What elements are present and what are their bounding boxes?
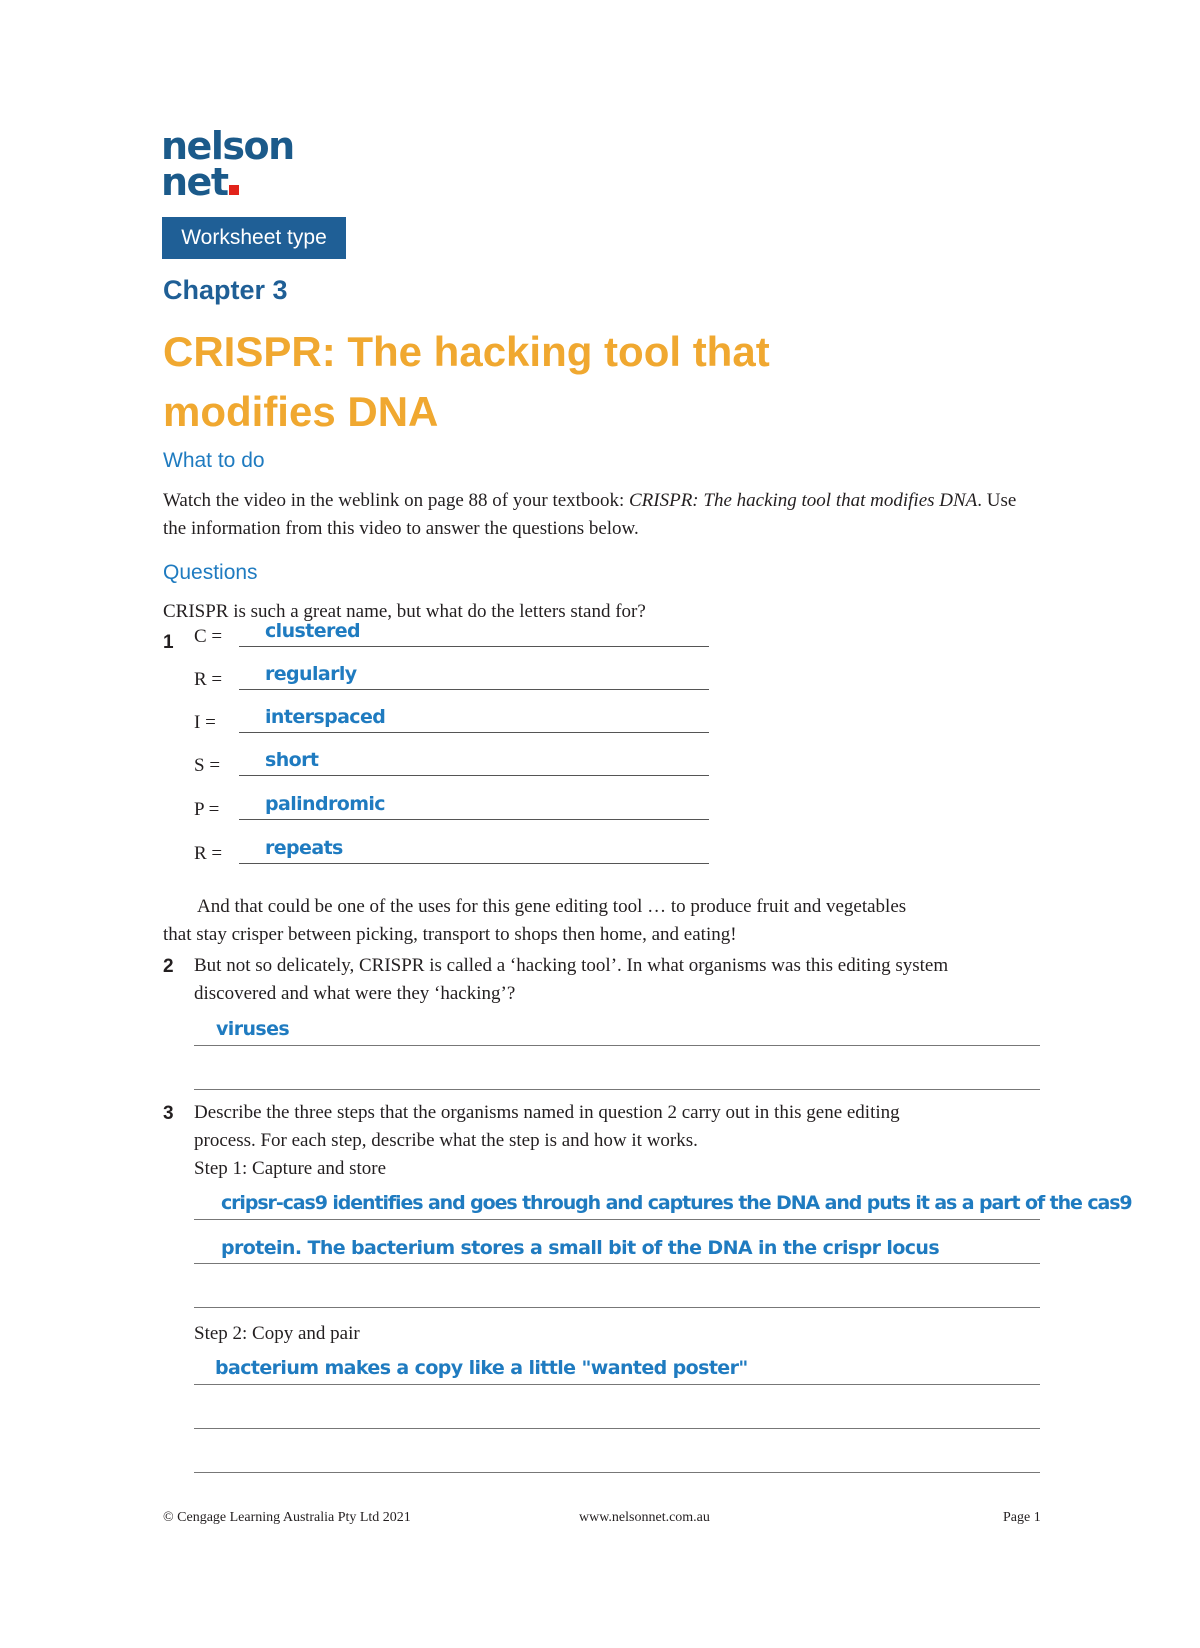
- question-3-number: 3: [163, 1103, 174, 1124]
- answer-line: [239, 646, 709, 647]
- questions-heading: Questions: [163, 561, 258, 584]
- answer-line: [239, 732, 709, 733]
- answer-line: [194, 1472, 1040, 1473]
- question-3-text-line1: Describe the three steps that the organisms named in question 2 carry out in this gene editing: [194, 1102, 900, 1123]
- acronym-letter: P =: [194, 799, 220, 820]
- chapter-heading: Chapter 3: [163, 275, 288, 305]
- handwritten-answer: clustered: [265, 620, 361, 642]
- page-title: [163, 322, 923, 442]
- step-1-label: Step 1: Capture and store: [194, 1158, 387, 1179]
- logo-red-dot: [229, 185, 239, 195]
- title-line2: modifies DNA: [163, 388, 439, 435]
- handwritten-answer: repeats: [265, 837, 343, 859]
- answer-line: [194, 1045, 1040, 1046]
- acronym-letter: R =: [194, 669, 223, 690]
- logo-line2: net: [161, 160, 228, 204]
- acronym-letter: C =: [194, 626, 223, 647]
- answer-line: [239, 819, 709, 820]
- acronym-letter: S =: [194, 755, 221, 776]
- answer-line: [239, 775, 709, 776]
- acronym-letter: I =: [194, 712, 216, 733]
- handwritten-answer: viruses: [216, 1018, 290, 1040]
- nelsonnet-logo: [161, 124, 294, 204]
- answer-line: [239, 689, 709, 690]
- answer-line: [194, 1384, 1040, 1385]
- handwritten-answer: interspaced: [265, 706, 386, 728]
- handwritten-answer: bacterium makes a copy like a little "wanted poster": [215, 1357, 748, 1379]
- crisper-note-line2: that stay crisper between picking, transport to shops then home, and eating!: [163, 924, 737, 945]
- worksheet-type-badge: Worksheet type: [162, 217, 346, 259]
- handwritten-answer: protein. The bacterium stores a small bit of the DNA in the crispr locus: [221, 1237, 940, 1259]
- footer-page-number: Page 1: [1003, 1510, 1041, 1525]
- instructions-text: Watch the video in the weblink on page 88 of your textbook:: [163, 490, 629, 511]
- question-2-number: 2: [163, 956, 174, 977]
- answer-line: [194, 1307, 1040, 1308]
- logo-line1: nelson: [161, 124, 294, 168]
- handwritten-answer: regularly: [265, 663, 357, 685]
- handwritten-answer: cripsr-cas9 identifies and goes through and captures the DNA and puts it as a part of the cas9: [221, 1192, 1132, 1214]
- question-2-text-line1: But not so delicately, CRISPR is called a ‘hacking tool’. In what organisms was this editing system: [194, 955, 949, 976]
- question-intro: CRISPR is such a great name, but what do the letters stand for?: [163, 601, 646, 622]
- instructions-text-end: . Use the information from this video to answer the questions below.: [163, 490, 1017, 539]
- question-3-text-line2: process. For each step, describe what the step is and how it works.: [194, 1130, 698, 1151]
- answer-line: [194, 1219, 1040, 1220]
- answer-line: [194, 1428, 1040, 1429]
- video-title: CRISPR: The hacking tool that modifies DNA: [628, 490, 978, 511]
- answer-line: [194, 1089, 1040, 1090]
- handwritten-answer: palindromic: [265, 793, 385, 815]
- question-1-number: 1: [163, 632, 174, 653]
- answer-line: [194, 1263, 1040, 1264]
- what-to-do-heading: What to do: [163, 449, 265, 472]
- title-line1: CRISPR: The hacking tool that: [163, 328, 770, 375]
- footer-copyright: © Cengage Learning Australia Pty Ltd 2021: [163, 1510, 411, 1525]
- step-2-label: Step 2: Copy and pair: [194, 1323, 360, 1344]
- acronym-letter: R =: [194, 843, 223, 864]
- handwritten-answer: short: [265, 749, 319, 771]
- footer-website[interactable]: www.nelsonnet.com.au: [579, 1510, 710, 1525]
- crisper-note-line1: And that could be one of the uses for this gene editing tool … to produce fruit and vegetables: [197, 896, 907, 917]
- question-2-text-line2: discovered and what were they ‘hacking’?: [194, 983, 516, 1004]
- what-to-do-text: [163, 487, 1043, 543]
- answer-line: [239, 863, 709, 864]
